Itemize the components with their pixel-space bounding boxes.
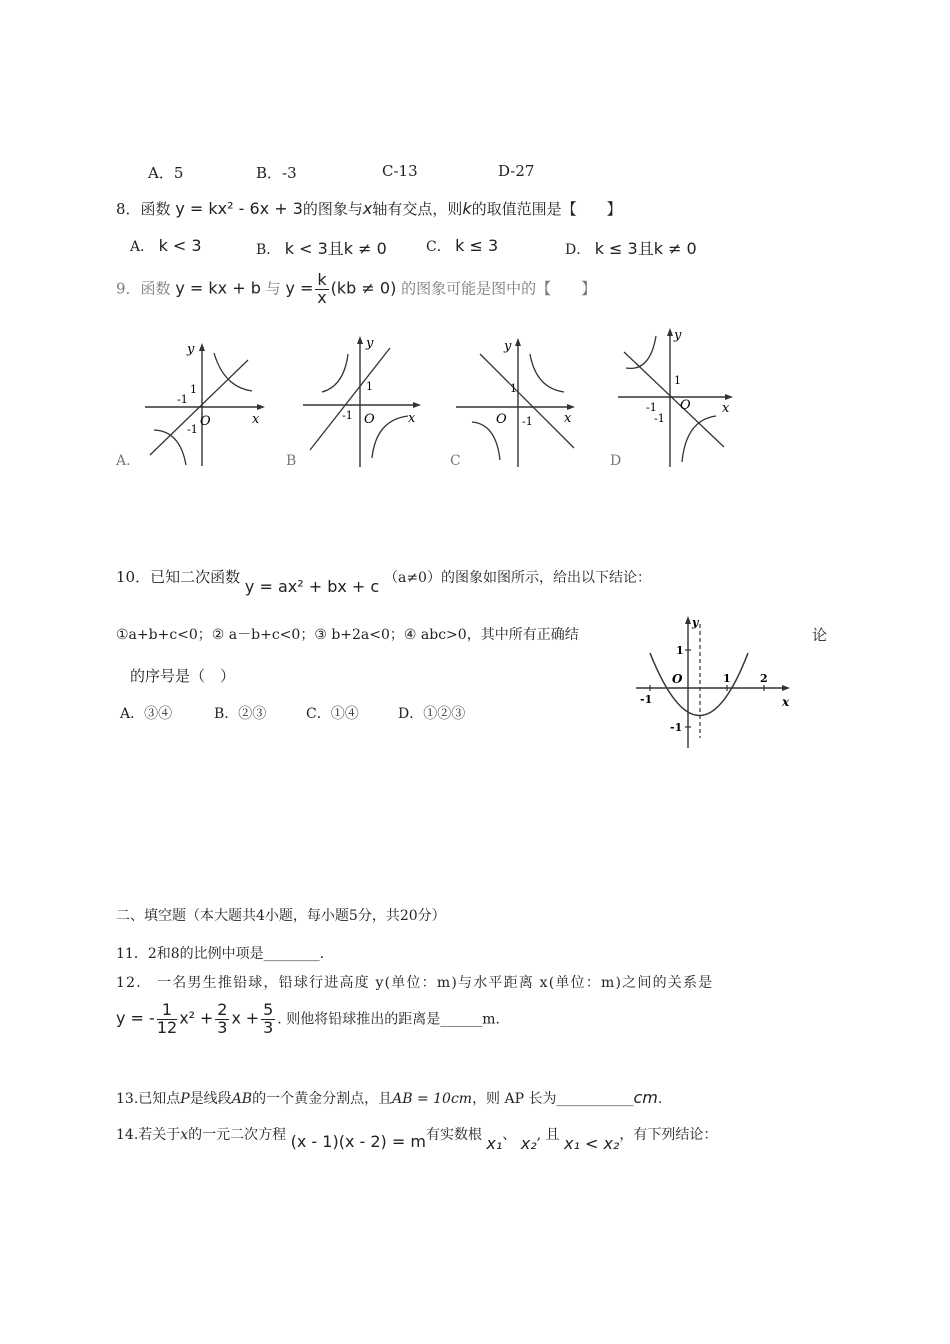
q8-var: k bbox=[462, 199, 472, 218]
q10-statements-end: 论 bbox=[812, 626, 828, 644]
axis-x-label: x bbox=[408, 411, 416, 426]
q7-option-b: B．-3 bbox=[256, 164, 297, 182]
q10-prompt: 的序号是（ ） bbox=[130, 667, 236, 685]
q9-tail: 的图象可能是图中的【 】 bbox=[401, 279, 597, 298]
q7-option-a: A．5 bbox=[148, 164, 184, 182]
question-11: 11．2和8的比例中项是________. bbox=[116, 946, 325, 962]
q8-option-c: C． k ≤ 3 bbox=[426, 236, 499, 255]
question-13: 13.已知点P是线段AB的一个黄金分割点，且AB = 10cm，则 AP 长为___________cm. bbox=[116, 1088, 663, 1107]
question-8 bbox=[116, 198, 622, 219]
q9-graph-a bbox=[140, 335, 270, 470]
q9-func1: y = kx + b bbox=[175, 278, 261, 298]
q7-option-c: C-13 bbox=[382, 162, 418, 180]
question-12-formula: y = - $\frac{1}{12}$ x² + $\frac{2}{3}$ x + $\frac{5}{3}$ . 则他将铅球推出的距离是______m. bbox=[116, 1000, 500, 1037]
origin-label: O bbox=[672, 672, 683, 686]
axis-y-label: y bbox=[187, 342, 195, 357]
q9-graph-c bbox=[452, 330, 582, 470]
question-10 bbox=[116, 566, 651, 596]
q9-graph-label-d: D bbox=[610, 453, 622, 469]
q9-func2-lhs: y = bbox=[285, 278, 314, 298]
q9-num: 9． bbox=[116, 279, 141, 298]
q9-fraction: $\frac{k}{x}$ bbox=[317, 270, 327, 307]
q10-cond: （a≠0）的图象如图所示，给出以下结论： bbox=[383, 570, 651, 586]
tick-label-1-x: 1 bbox=[723, 672, 731, 685]
q8-option-b: B． k < 3且k ≠ 0 bbox=[256, 239, 387, 258]
axis-x-label: x bbox=[722, 401, 730, 416]
tick-label-1: 1 bbox=[676, 644, 684, 657]
axis-y-label: y bbox=[504, 339, 512, 354]
tick-label-neg1-x: -1 bbox=[640, 693, 653, 706]
q10-option-a: A．③④ bbox=[120, 706, 173, 722]
q8-option-a: A． k < 3 bbox=[130, 236, 202, 255]
q8-option-d: D． k ≤ 3且k ≠ 0 bbox=[565, 239, 697, 258]
origin-label: O bbox=[496, 412, 507, 427]
q8-func: y = kx² - 6x + 3 bbox=[175, 199, 303, 218]
q9-graph-b bbox=[298, 330, 428, 470]
q10-option-c: C．①④ bbox=[306, 706, 359, 722]
q9-graph-label-b: B bbox=[286, 453, 297, 469]
axis-y-label: y bbox=[674, 328, 682, 343]
q8-tail: 的取值范围是【 】 bbox=[471, 200, 622, 218]
q8-axis: x bbox=[362, 199, 373, 218]
q10-option-b: B．②③ bbox=[214, 706, 267, 722]
q9-mid: 与 bbox=[265, 279, 281, 298]
q10-statements: ①a+b+c<0；② a－b+c<0；③ b+2a<0；④ abc>0，其中所有正确结 bbox=[116, 627, 579, 643]
section-2-heading: 二、填空题（本大题共4小题，每小题5分，共20分） bbox=[116, 908, 446, 924]
q10-parabola-graph bbox=[632, 608, 802, 750]
q8-mid: 的图象与 bbox=[302, 200, 363, 218]
axis-y-label: y bbox=[692, 616, 699, 629]
tick-label-neg1: -1 bbox=[670, 721, 683, 734]
axis-x-label: x bbox=[782, 695, 790, 709]
origin-label: O bbox=[364, 412, 375, 427]
q9-graph-label-c: C bbox=[450, 453, 461, 469]
tick-label: -1 bbox=[187, 423, 198, 436]
tick-label: 1 bbox=[366, 380, 373, 393]
question-12-line1: 12. 一名男生推铅球，铅球行进高度 y(单位：m)与水平距离 x(单位：m)之间的关系是 bbox=[116, 975, 714, 991]
q8-prefix: 函数 bbox=[140, 200, 171, 218]
tick-label: 1 bbox=[510, 382, 517, 395]
q10-func: y = ax² + bx + c bbox=[244, 577, 380, 596]
q9-cond: (kb ≠ 0) bbox=[330, 278, 397, 298]
q9-prefix: 函数 bbox=[140, 279, 171, 298]
tick-label: -1 bbox=[654, 412, 665, 425]
axis-x-label: x bbox=[252, 412, 260, 427]
tick-label: -1 bbox=[646, 401, 657, 414]
q9-graph-label-a: A. bbox=[116, 453, 131, 469]
origin-label: O bbox=[680, 398, 691, 413]
q10-option-d: D．①②③ bbox=[398, 706, 466, 722]
tick-label: -1 bbox=[522, 415, 533, 428]
tick-label: 1 bbox=[190, 383, 197, 396]
q9-graph-d bbox=[612, 322, 742, 470]
question-14: 14.若关于x的一元二次方程 (x - 1)(x - 2) = m有实数根 x₁、 x₂, 且 x₁ < x₂，有下列结论： bbox=[116, 1127, 718, 1153]
q8-suffix: 轴有交点，则 bbox=[372, 200, 463, 218]
question-9 bbox=[116, 272, 596, 307]
tick-label: -1 bbox=[177, 393, 188, 406]
q10-num: 10． bbox=[116, 568, 151, 586]
tick-label: -1 bbox=[342, 409, 353, 422]
origin-label: O bbox=[200, 414, 211, 429]
axis-x-label: x bbox=[564, 411, 572, 426]
q10-prefix: 已知二次函数 bbox=[150, 568, 241, 586]
axis-y-label: y bbox=[366, 336, 374, 351]
q7-option-d: D-27 bbox=[498, 162, 535, 180]
q8-num: 8． bbox=[116, 200, 141, 218]
tick-label: 1 bbox=[674, 374, 681, 387]
tick-label-2: 2 bbox=[760, 672, 768, 685]
